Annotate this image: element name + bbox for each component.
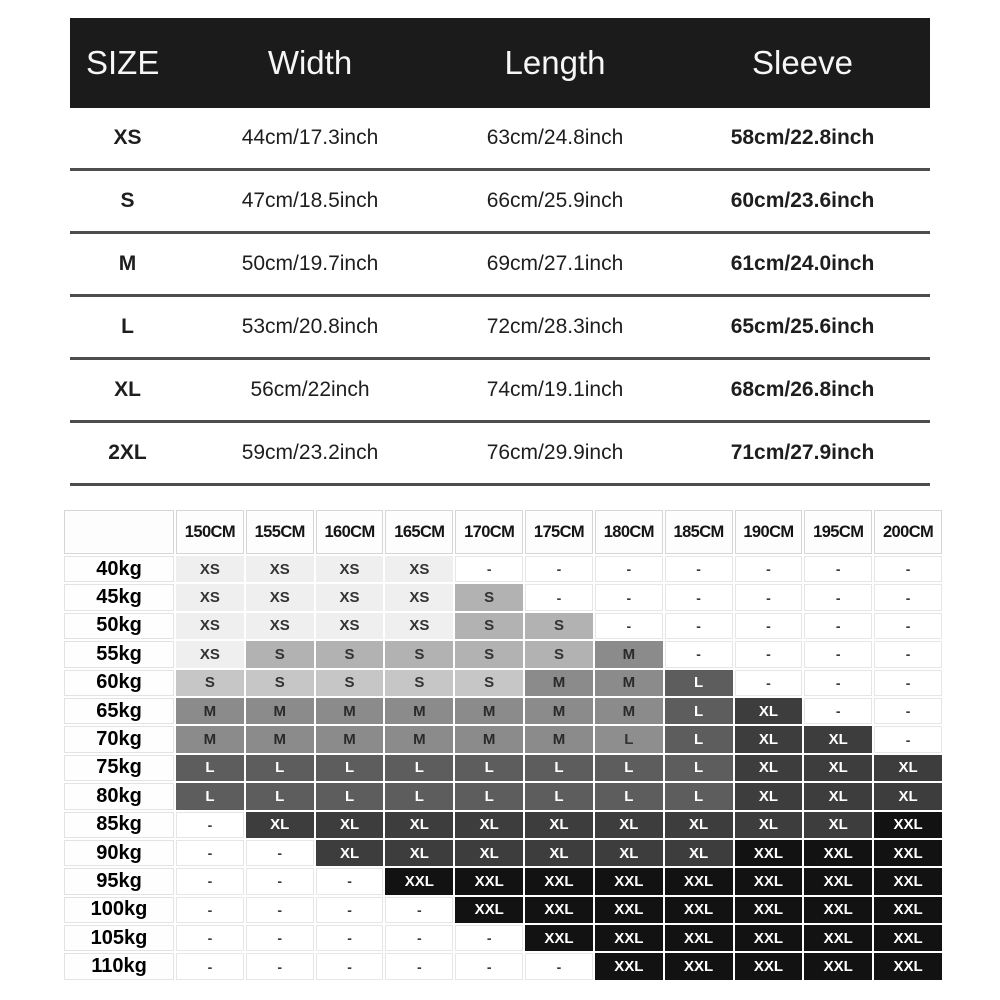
empty-fit-cell: - (874, 584, 942, 610)
fit-size-cell: XXL (595, 953, 663, 979)
fit-size-cell: XS (316, 556, 384, 582)
empty-fit-cell: - (176, 840, 244, 866)
empty-fit-cell: - (176, 812, 244, 838)
fit-size-cell: XL (735, 812, 803, 838)
fit-size-cell: L (316, 783, 384, 809)
empty-fit-cell: - (804, 613, 872, 639)
length-cell: 74cm/19.1inch (486, 378, 624, 401)
fit-size-cell: XS (176, 584, 244, 610)
size-cell: S (120, 189, 135, 212)
size-table-row (70, 360, 930, 423)
sleeve-cell: 71cm/27.9inch (730, 441, 875, 464)
empty-fit-cell: - (804, 556, 872, 582)
fit-size-cell: XXL (874, 840, 942, 866)
sleeve-cell: 58cm/22.8inch (730, 126, 875, 149)
fit-size-cell: XL (595, 840, 663, 866)
fit-size-cell: M (385, 698, 453, 724)
fit-size-cell: M (595, 670, 663, 696)
empty-fit-cell: - (385, 925, 453, 951)
length-cell: 63cm/24.8inch (486, 126, 624, 149)
height-header-cell: 175CM (525, 510, 593, 554)
size-table-row (70, 297, 930, 360)
fit-size-cell: L (595, 783, 663, 809)
size-table-row (70, 234, 930, 297)
empty-fit-cell: - (455, 953, 523, 979)
fit-size-cell: M (455, 726, 523, 752)
height-header-cell: 155CM (246, 510, 314, 554)
empty-fit-cell: - (595, 613, 663, 639)
height-header-cell: 190CM (735, 510, 803, 554)
fit-size-cell: L (595, 755, 663, 781)
fit-size-cell: XS (176, 613, 244, 639)
fit-size-cell: S (455, 613, 523, 639)
fit-size-cell: M (595, 641, 663, 667)
weight-label-cell: 95kg (64, 868, 174, 894)
fit-size-cell: L (455, 755, 523, 781)
empty-fit-cell: - (665, 584, 733, 610)
fit-size-cell: M (525, 670, 593, 696)
size-table-row (70, 171, 930, 234)
matrix-corner-cell (64, 510, 174, 554)
length-cell: 72cm/28.3inch (486, 315, 624, 338)
fit-size-cell: S (316, 641, 384, 667)
height-weight-size-matrix (64, 510, 942, 980)
weight-label-cell: 110kg (64, 953, 174, 979)
fit-size-cell: XL (455, 840, 523, 866)
column-header-width: Width (267, 44, 353, 81)
fit-size-cell: S (525, 613, 593, 639)
size-table-header (70, 18, 930, 108)
weight-label-cell: 55kg (64, 641, 174, 667)
empty-fit-cell: - (316, 868, 384, 894)
fit-size-cell: XL (316, 840, 384, 866)
fit-size-cell: S (455, 670, 523, 696)
empty-fit-cell: - (735, 641, 803, 667)
fit-size-cell: M (176, 698, 244, 724)
empty-fit-cell: - (874, 556, 942, 582)
fit-size-cell: XXL (804, 868, 872, 894)
weight-label-cell: 105kg (64, 925, 174, 951)
fit-size-cell: XL (316, 812, 384, 838)
empty-fit-cell: - (455, 925, 523, 951)
empty-fit-cell: - (385, 897, 453, 923)
width-cell: 59cm/23.2inch (241, 441, 379, 464)
empty-fit-cell: - (665, 641, 733, 667)
size-cell: 2XL (108, 441, 147, 464)
fit-size-cell: XL (246, 812, 314, 838)
width-cell: 47cm/18.5inch (241, 189, 379, 212)
empty-fit-cell: - (455, 556, 523, 582)
height-header-cell: 200CM (874, 510, 942, 554)
fit-size-cell: XL (735, 755, 803, 781)
fit-size-cell: XS (246, 556, 314, 582)
empty-fit-cell: - (316, 953, 384, 979)
fit-size-cell: XL (735, 783, 803, 809)
fit-size-cell: L (246, 783, 314, 809)
size-cell: M (118, 252, 137, 275)
fit-size-cell: XXL (874, 868, 942, 894)
fit-size-cell: XXL (735, 868, 803, 894)
fit-size-cell: XS (385, 584, 453, 610)
empty-fit-cell: - (525, 953, 593, 979)
fit-size-cell: S (455, 641, 523, 667)
fit-size-cell: L (385, 783, 453, 809)
fit-size-cell: XL (804, 755, 872, 781)
empty-fit-cell: - (246, 953, 314, 979)
fit-size-cell: L (385, 755, 453, 781)
fit-size-cell: L (665, 670, 733, 696)
column-header-sleeve: Sleeve (752, 44, 853, 81)
fit-size-cell: XXL (595, 868, 663, 894)
fit-size-cell: L (316, 755, 384, 781)
fit-size-cell: M (316, 698, 384, 724)
fit-size-cell: XL (804, 783, 872, 809)
fit-size-cell: XXL (665, 897, 733, 923)
fit-size-cell: XXL (525, 897, 593, 923)
fit-size-cell: S (385, 641, 453, 667)
fit-size-cell: XS (246, 613, 314, 639)
fit-size-cell: XS (176, 556, 244, 582)
size-cell: XS (113, 126, 142, 149)
height-header-cell: 160CM (316, 510, 384, 554)
column-header-size: SIZE (86, 44, 160, 81)
fit-size-cell: XXL (804, 897, 872, 923)
weight-label-cell: 85kg (64, 812, 174, 838)
height-header-cell: 170CM (455, 510, 523, 554)
weight-label-cell: 50kg (64, 613, 174, 639)
column-header-length: Length (504, 44, 606, 81)
empty-fit-cell: - (525, 556, 593, 582)
size-table-row (70, 423, 930, 486)
empty-fit-cell: - (176, 897, 244, 923)
length-cell: 76cm/29.9inch (486, 441, 624, 464)
weight-label-cell: 90kg (64, 840, 174, 866)
fit-size-cell: M (455, 698, 523, 724)
fit-size-cell: XXL (665, 925, 733, 951)
fit-size-cell: S (176, 670, 244, 696)
fit-size-cell: S (455, 584, 523, 610)
fit-size-cell: M (595, 698, 663, 724)
fit-size-cell: L (665, 755, 733, 781)
sleeve-cell: 61cm/24.0inch (730, 252, 875, 275)
weight-label-cell: 75kg (64, 755, 174, 781)
empty-fit-cell: - (176, 925, 244, 951)
empty-fit-cell: - (595, 584, 663, 610)
fit-size-cell: M (246, 726, 314, 752)
fit-size-cell: L (665, 783, 733, 809)
length-cell: 66cm/25.9inch (486, 189, 624, 212)
empty-fit-cell: - (804, 670, 872, 696)
empty-fit-cell: - (874, 726, 942, 752)
width-cell: 50cm/19.7inch (241, 252, 379, 275)
empty-fit-cell: - (246, 897, 314, 923)
fit-size-cell: M (316, 726, 384, 752)
fit-size-cell: M (525, 726, 593, 752)
empty-fit-cell: - (665, 556, 733, 582)
fit-size-cell: L (176, 783, 244, 809)
height-header-cell: 150CM (176, 510, 244, 554)
empty-fit-cell: - (804, 641, 872, 667)
fit-size-cell: XXL (804, 953, 872, 979)
fit-size-cell: XL (735, 726, 803, 752)
fit-size-cell: S (385, 670, 453, 696)
sleeve-cell: 68cm/26.8inch (730, 378, 875, 401)
fit-size-cell: XL (665, 840, 733, 866)
fit-size-cell: XXL (874, 925, 942, 951)
fit-size-cell: S (246, 641, 314, 667)
empty-fit-cell: - (874, 641, 942, 667)
fit-size-cell: XL (874, 755, 942, 781)
fit-size-cell: XXL (735, 953, 803, 979)
empty-fit-cell: - (246, 840, 314, 866)
height-header-cell: 165CM (385, 510, 453, 554)
fit-size-cell: XL (595, 812, 663, 838)
fit-size-cell: XL (665, 812, 733, 838)
empty-fit-cell: - (804, 698, 872, 724)
fit-size-cell: S (246, 670, 314, 696)
height-header-cell: 195CM (804, 510, 872, 554)
fit-size-cell: XS (385, 556, 453, 582)
fit-size-cell: XXL (385, 868, 453, 894)
fit-size-cell: L (525, 755, 593, 781)
fit-size-cell: XXL (665, 868, 733, 894)
fit-size-cell: XXL (665, 953, 733, 979)
fit-size-cell: M (246, 698, 314, 724)
sleeve-cell: 65cm/25.6inch (730, 315, 875, 338)
fit-size-cell: XXL (874, 812, 942, 838)
empty-fit-cell: - (735, 613, 803, 639)
fit-size-cell: L (665, 698, 733, 724)
fit-size-cell: XL (385, 840, 453, 866)
weight-label-cell: 45kg (64, 584, 174, 610)
fit-size-cell: L (595, 726, 663, 752)
fit-size-cell: XL (455, 812, 523, 838)
fit-size-cell: L (525, 783, 593, 809)
fit-size-cell: M (385, 726, 453, 752)
empty-fit-cell: - (665, 613, 733, 639)
width-cell: 44cm/17.3inch (241, 126, 379, 149)
empty-fit-cell: - (176, 868, 244, 894)
fit-size-cell: XS (176, 641, 244, 667)
fit-size-cell: XXL (595, 925, 663, 951)
empty-fit-cell: - (385, 953, 453, 979)
weight-label-cell: 65kg (64, 698, 174, 724)
fit-size-cell: XXL (874, 897, 942, 923)
fit-size-cell: S (525, 641, 593, 667)
size-table-body (70, 108, 930, 486)
width-cell: 53cm/20.8inch (241, 315, 379, 338)
length-cell: 69cm/27.1inch (486, 252, 624, 275)
weight-label-cell: 80kg (64, 783, 174, 809)
size-cell: L (121, 315, 134, 338)
fit-size-cell: L (665, 726, 733, 752)
empty-fit-cell: - (176, 953, 244, 979)
weight-label-cell: 70kg (64, 726, 174, 752)
empty-fit-cell: - (874, 613, 942, 639)
fit-size-cell: L (246, 755, 314, 781)
weight-label-cell: 100kg (64, 897, 174, 923)
fit-size-cell: M (525, 698, 593, 724)
size-measurements-table (70, 18, 930, 486)
fit-size-cell: XL (804, 726, 872, 752)
weight-label-cell: 40kg (64, 556, 174, 582)
size-cell: XL (114, 378, 141, 401)
empty-fit-cell: - (735, 584, 803, 610)
fit-size-cell: XS (385, 613, 453, 639)
fit-size-cell: XXL (735, 897, 803, 923)
fit-size-cell: XXL (455, 868, 523, 894)
height-header-cell: 185CM (665, 510, 733, 554)
fit-size-cell: XXL (525, 868, 593, 894)
empty-fit-cell: - (246, 868, 314, 894)
fit-size-cell: M (176, 726, 244, 752)
empty-fit-cell: - (316, 897, 384, 923)
empty-fit-cell: - (874, 670, 942, 696)
empty-fit-cell: - (874, 698, 942, 724)
height-header-cell: 180CM (595, 510, 663, 554)
fit-size-cell: XXL (455, 897, 523, 923)
fit-size-cell: L (455, 783, 523, 809)
fit-size-cell: XXL (874, 953, 942, 979)
fit-size-cell: XXL (735, 925, 803, 951)
fit-size-cell: XS (316, 584, 384, 610)
sleeve-cell: 60cm/23.6inch (730, 189, 875, 212)
empty-fit-cell: - (595, 556, 663, 582)
fit-size-cell: S (316, 670, 384, 696)
empty-fit-cell: - (735, 556, 803, 582)
size-table-row (70, 108, 930, 171)
weight-label-cell: 60kg (64, 670, 174, 696)
fit-size-cell: XXL (804, 925, 872, 951)
fit-size-cell: XXL (735, 840, 803, 866)
empty-fit-cell: - (804, 584, 872, 610)
fit-size-cell: XL (804, 812, 872, 838)
empty-fit-cell: - (735, 670, 803, 696)
empty-fit-cell: - (525, 584, 593, 610)
width-cell: 56cm/22inch (250, 378, 370, 401)
empty-fit-cell: - (316, 925, 384, 951)
fit-size-cell: XL (735, 698, 803, 724)
fit-size-cell: XL (385, 812, 453, 838)
fit-size-cell: XXL (525, 925, 593, 951)
fit-size-cell: XS (316, 613, 384, 639)
fit-size-cell: L (176, 755, 244, 781)
fit-size-cell: XXL (804, 840, 872, 866)
fit-size-cell: XS (246, 584, 314, 610)
empty-fit-cell: - (246, 925, 314, 951)
fit-size-cell: XL (525, 812, 593, 838)
fit-size-cell: XL (874, 783, 942, 809)
fit-size-cell: XL (525, 840, 593, 866)
fit-size-cell: XXL (595, 897, 663, 923)
